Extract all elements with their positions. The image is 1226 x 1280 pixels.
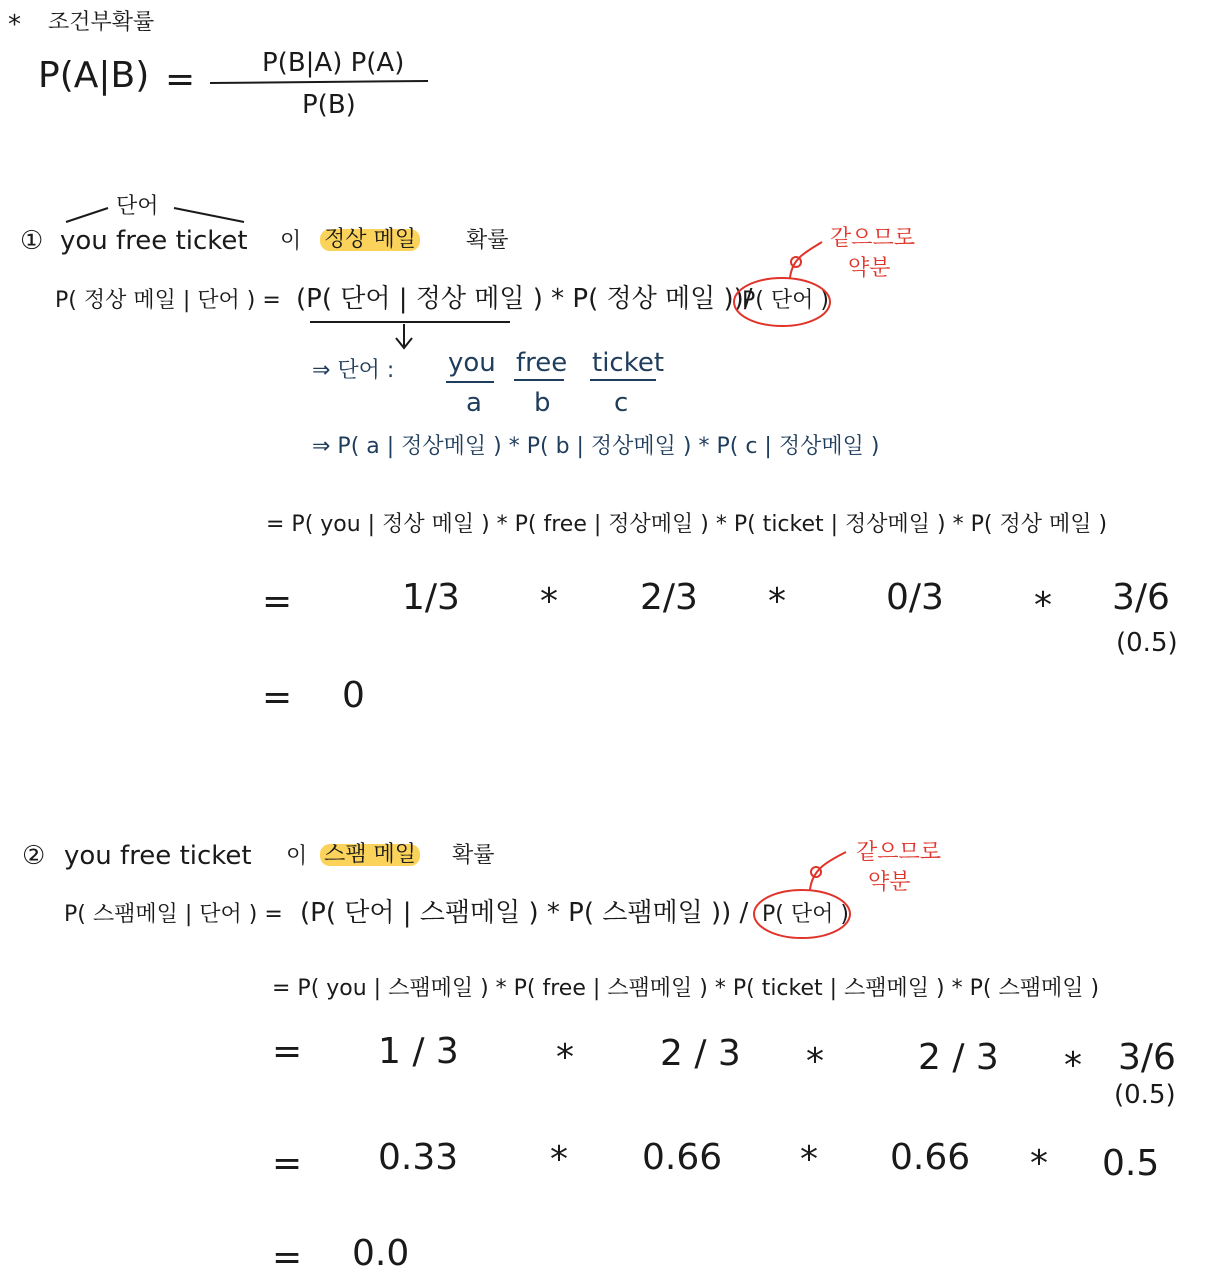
section1-highlight: 정상 메일 bbox=[320, 229, 420, 251]
section2-decimals-equals: = bbox=[272, 1143, 303, 1184]
section2-decimal-1: 0.33 bbox=[378, 1137, 459, 1178]
bracket-right-stroke bbox=[174, 208, 244, 222]
section1-result: 0 bbox=[342, 675, 365, 716]
section2-values-equals: = bbox=[272, 1031, 303, 1072]
section1-eq-rhs: (P( 단어 | 정상 메일 ) * P( 정상 메일 ))/ bbox=[296, 284, 753, 314]
section1-star-3: * bbox=[1034, 585, 1052, 626]
section2-result: 0.0 bbox=[352, 1233, 410, 1274]
section1-value-3: 0/3 bbox=[886, 577, 944, 618]
section2-decimal-star-2: * bbox=[800, 1139, 818, 1180]
section1-annotation-line2: 약분 bbox=[848, 256, 891, 281]
section2-decimal-star-1: * bbox=[550, 1139, 568, 1180]
section2-value-4-note: (0.5) bbox=[1114, 1080, 1176, 1110]
word-c: ticket bbox=[592, 348, 665, 378]
word-a: you bbox=[448, 348, 496, 378]
section2-value-1: 1 / 3 bbox=[378, 1031, 459, 1072]
section2-decimal-4: 0.5 bbox=[1102, 1143, 1160, 1184]
section2-value-4: 3/6 bbox=[1118, 1037, 1176, 1078]
section2-annotation-line2: 약분 bbox=[868, 870, 911, 895]
section2-red-loop bbox=[811, 867, 821, 877]
bracket-label: 단어 bbox=[116, 194, 159, 219]
section2-value-2: 2 / 3 bbox=[660, 1033, 741, 1074]
section1-value-4: 3/6 bbox=[1112, 577, 1170, 618]
section2-particle: 이 bbox=[286, 844, 308, 869]
section1-values-equals: = bbox=[262, 581, 293, 622]
section1-value-2: 2/3 bbox=[640, 577, 698, 618]
section2-phrase: you free ticket bbox=[64, 841, 252, 871]
section1-value-1: 1/3 bbox=[402, 577, 460, 618]
section2-eq-rhs: (P( 단어 | 스팸메일 ) * P( 스팸메일 )) / bbox=[300, 898, 749, 928]
section2-marker: ② bbox=[22, 841, 46, 871]
section2-star-1: * bbox=[556, 1037, 574, 1078]
header-title: 조건부확률 bbox=[48, 10, 155, 35]
word-b: free bbox=[516, 348, 568, 378]
section1-circled-term: P( 단어 ) bbox=[742, 288, 829, 313]
section1-suffix: 확률 bbox=[466, 228, 509, 253]
section1-particle: 이 bbox=[280, 229, 302, 254]
section2-decimal-2: 0.66 bbox=[642, 1137, 723, 1178]
words-prefix: ⇒ 단어 : bbox=[312, 358, 395, 383]
section2-suffix: 확률 bbox=[452, 843, 495, 868]
down-arrow-head bbox=[396, 338, 412, 348]
section2-eq-lhs: P( 스팸메일 | 단어 ) = bbox=[64, 902, 283, 927]
letter-b: b bbox=[534, 388, 551, 418]
formula-lhs: P(A|B) bbox=[38, 55, 150, 96]
expand-line: ⇒ P( a | 정상메일 ) * P( b | 정상메일 ) * P( c | 정상메일 ) bbox=[312, 434, 880, 459]
section1-star-1: * bbox=[540, 581, 558, 622]
section2-star-2: * bbox=[806, 1041, 824, 1082]
section1-star-2: * bbox=[768, 581, 786, 622]
section1-eq-lhs: P( 정상 메일 | 단어 ) = bbox=[55, 288, 281, 313]
section1-red-loop bbox=[791, 257, 801, 267]
section2-circled-term: P( 단어 ) bbox=[762, 902, 849, 927]
section2-decimal-3: 0.66 bbox=[890, 1137, 971, 1178]
formula-equals: = bbox=[165, 59, 196, 100]
fraction-bar bbox=[210, 81, 428, 83]
section1-result-equals: = bbox=[262, 677, 293, 718]
section1-phrase: you free ticket bbox=[60, 226, 248, 256]
section2-result-equals: = bbox=[272, 1237, 303, 1278]
section2-red-pointer bbox=[810, 852, 846, 890]
section1-red-pointer bbox=[790, 242, 822, 278]
letter-a: a bbox=[466, 388, 482, 418]
section1-value-4-note: (0.5) bbox=[1116, 628, 1178, 658]
section1-annotation-line1: 같으므로 bbox=[830, 226, 916, 251]
formula-denominator: P(B) bbox=[302, 90, 356, 120]
section2-star-3: * bbox=[1064, 1045, 1082, 1086]
section2-annotation-line1: 같으므로 bbox=[856, 840, 942, 865]
formula-numerator: P(B|A) P(A) bbox=[262, 48, 405, 78]
section1-marker: ① bbox=[20, 226, 44, 256]
section2-value-3: 2 / 3 bbox=[918, 1037, 999, 1078]
section2-line-words: = P( you | 스팸메일 ) * P( free | 스팸메일 ) * P( ticket | 스팸메일 ) * P( 스팸메일 ) bbox=[272, 976, 1100, 1001]
bracket-left-stroke bbox=[66, 208, 108, 222]
section2-highlight: 스팸 메일 bbox=[320, 844, 420, 866]
header-bullet: * bbox=[8, 10, 21, 40]
section2-decimal-star-3: * bbox=[1030, 1143, 1048, 1184]
section1-line-words: = P( you | 정상 메일 ) * P( free | 정상메일 ) * P( ticket | 정상메일 ) * P( 정상 메일 ) bbox=[266, 512, 1108, 537]
letter-c: c bbox=[614, 388, 629, 418]
